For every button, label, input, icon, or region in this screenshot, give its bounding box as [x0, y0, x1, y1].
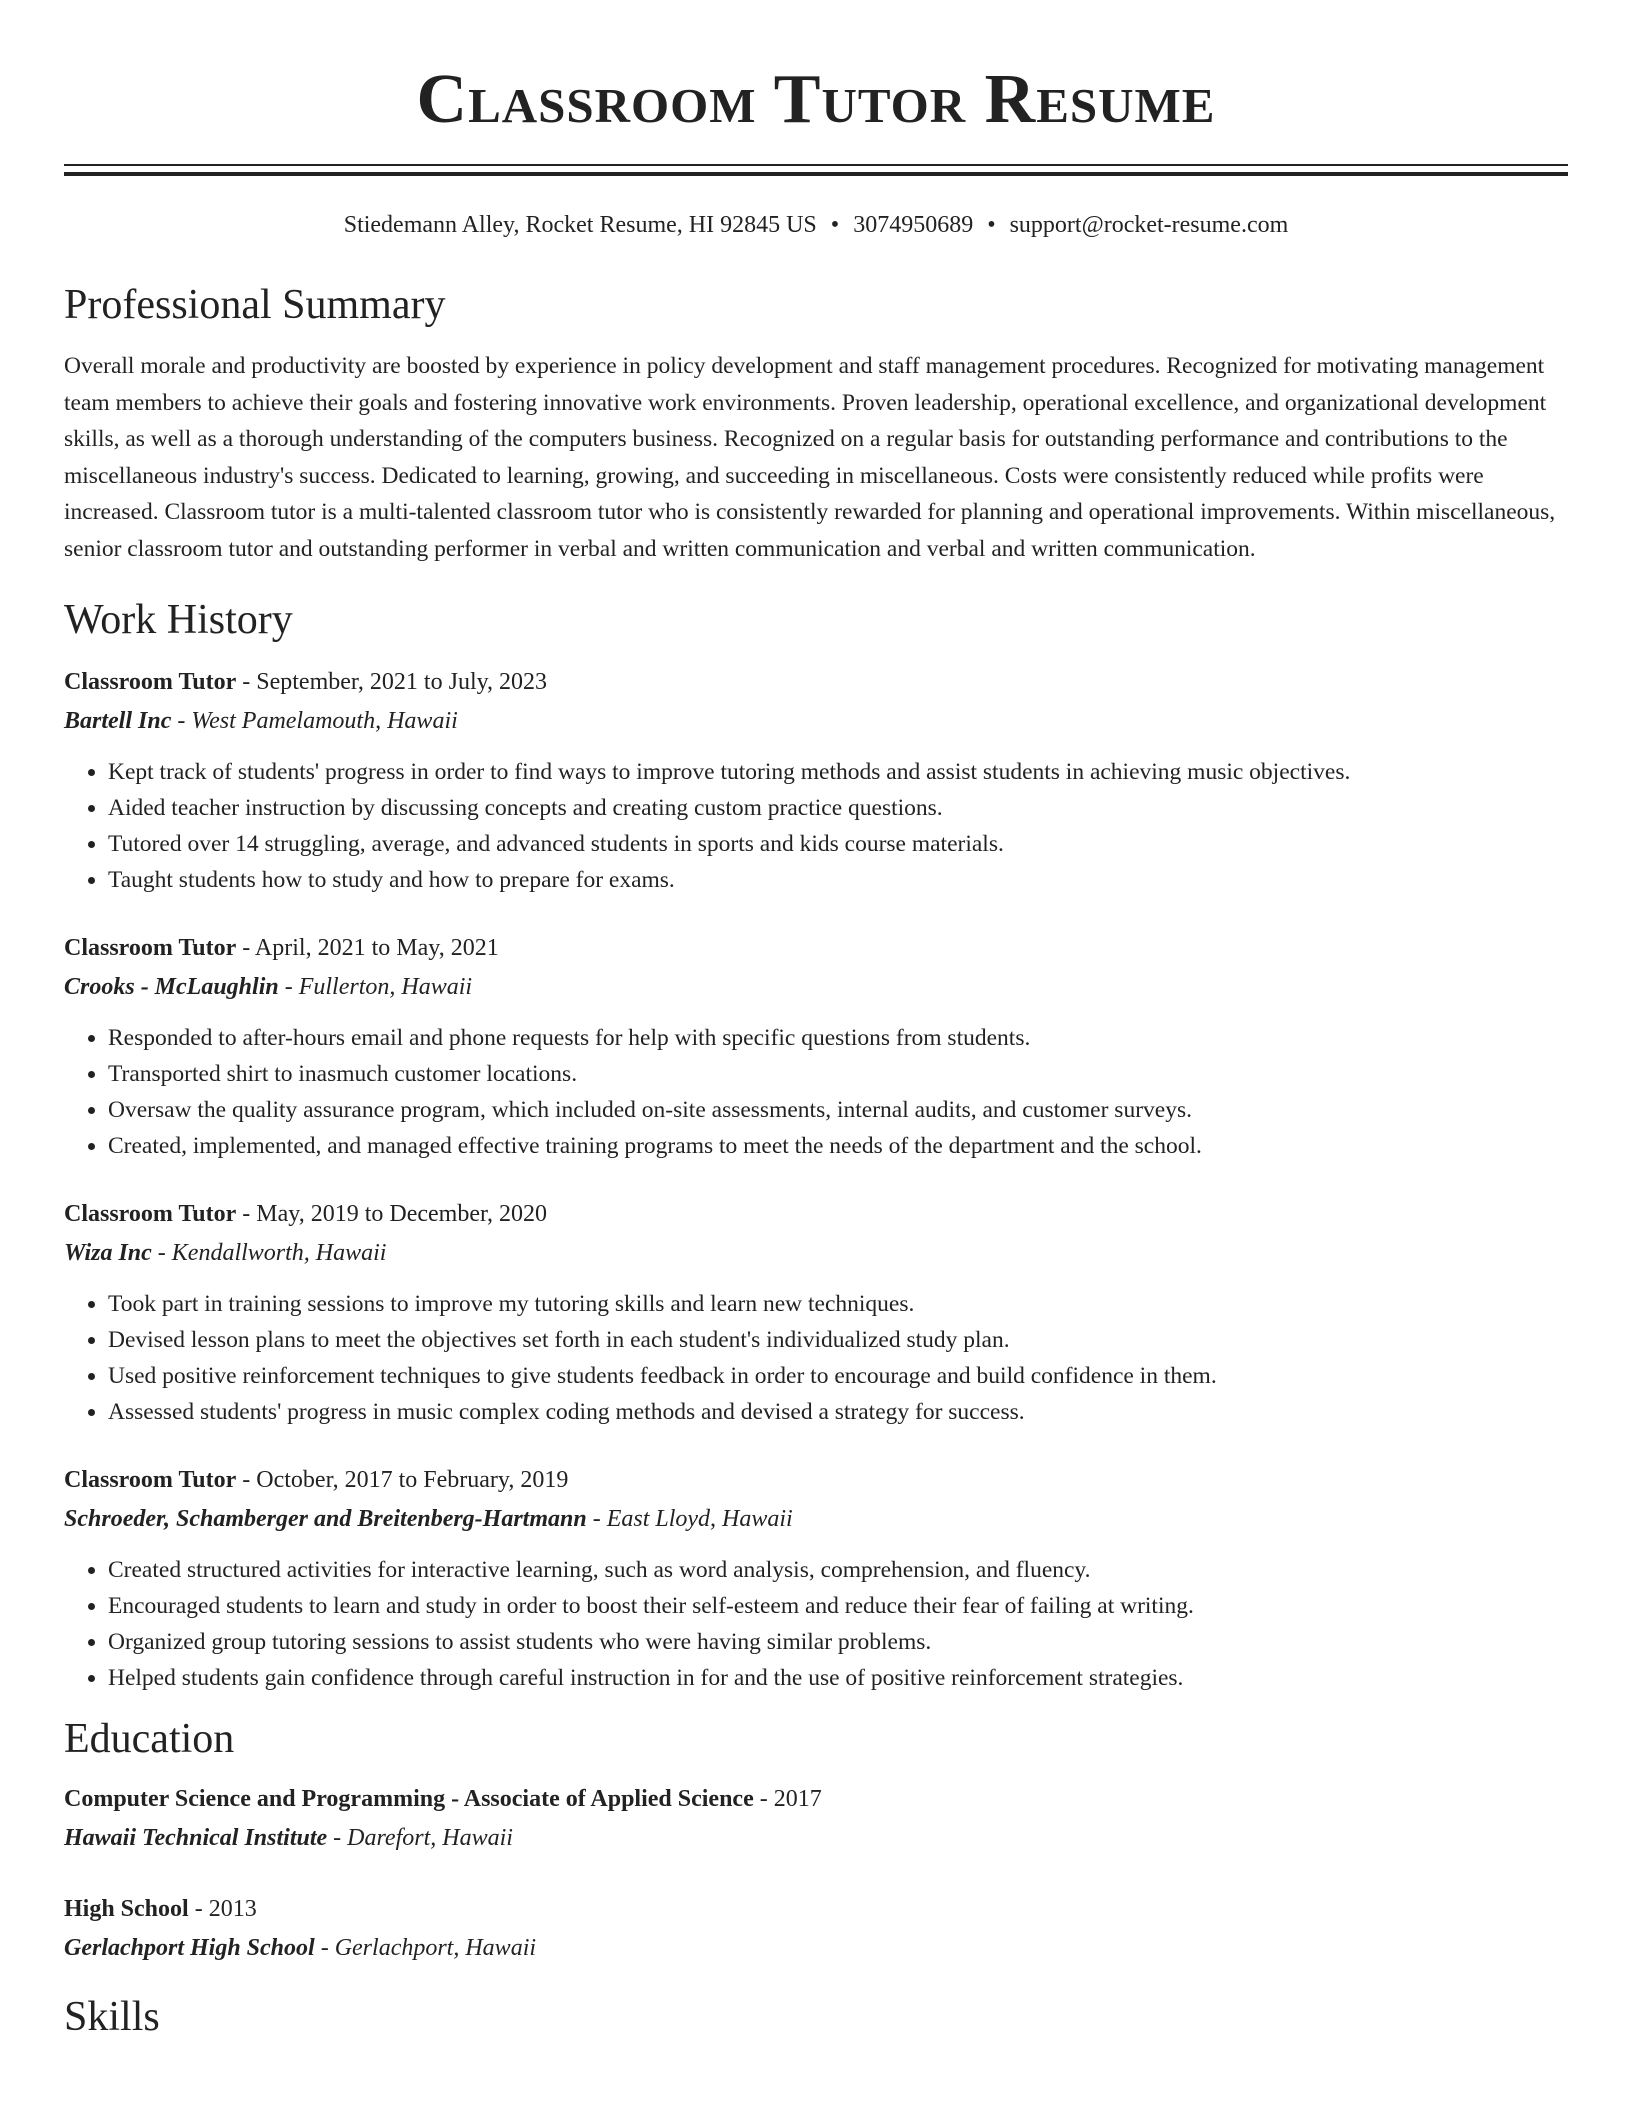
job-company: Schroeder, Schamberger and Breitenberg-Hartmann [64, 1506, 587, 1532]
job-bullets [64, 1286, 1568, 1430]
job-company: Bartell Inc [64, 708, 172, 734]
education-location: - Gerlachport, Hawaii [314, 1935, 537, 1961]
summary-heading: Professional Summary [64, 282, 446, 328]
job-entry [64, 929, 1568, 1164]
education-location: - Darefort, Hawaii [327, 1825, 513, 1851]
education-year: - 2017 [753, 1786, 822, 1812]
job-bullet: • Aided teacher instruction by discussing concepts and creating custom practice questions. [108, 790, 1568, 826]
job-entry [64, 1461, 1568, 1696]
education-entry [64, 1890, 1568, 1968]
job-role: Classroom Tutor [64, 935, 237, 961]
contact-address: Stiedemann Alley, Rocket Resume, HI 92845 US [343, 212, 817, 238]
job-location: - West Pamelamouth, Hawaii [171, 708, 458, 734]
education-heading: Education [64, 1716, 235, 1762]
job-role: Classroom Tutor [64, 1201, 237, 1227]
job-bullet: • Used positive reinforcement techniques to give students feedback in order to encourage and build confidence in them. [108, 1358, 1568, 1394]
job-role: Classroom Tutor [64, 669, 237, 695]
work-history-heading: Work History [64, 597, 293, 643]
job-bullet: • Oversaw the quality assurance program, which included on-site assessments, internal audits, and customer surveys. [108, 1092, 1568, 1128]
job-location: - East Lloyd, Hawaii [586, 1506, 793, 1532]
education-school-line [64, 1929, 1568, 1968]
job-title-line [64, 663, 1568, 702]
education-degree-line [64, 1890, 1568, 1929]
education-school: Hawaii Technical Institute [64, 1825, 328, 1851]
job-company-line [64, 968, 1568, 1007]
job-bullets [64, 1552, 1568, 1696]
job-company-line [64, 1234, 1568, 1273]
job-location: - Fullerton, Hawaii [278, 974, 473, 1000]
job-company-line [64, 702, 1568, 741]
job-title-line [64, 1195, 1568, 1234]
job-dates: - October, 2017 to February, 2019 [236, 1467, 569, 1493]
job-bullet: • Kept track of students' progress in order to find ways to improve tutoring methods and assist students in achieving music objectives. [108, 754, 1568, 790]
job-bullet: • Responded to after-hours email and phone requests for help with specific questions from students. [108, 1020, 1568, 1056]
job-bullet: • Took part in training sessions to improve my tutoring skills and learn new techniques. [108, 1286, 1568, 1322]
page-title: Classroom Tutor Resume [416, 61, 1216, 138]
job-bullet: • Transported shirt to inasmuch customer locations. [108, 1056, 1568, 1092]
job-company: Wiza Inc [64, 1240, 152, 1266]
contact-line [64, 210, 1568, 240]
education-degree: Computer Science and Programming - Associate of Applied Science [64, 1786, 754, 1812]
job-bullet: • Helped students gain confidence through careful instruction in for and the use of positive reinforcement strategies. [108, 1660, 1568, 1696]
education-school: Gerlachport High School [64, 1935, 315, 1961]
contact-phone: 3074950689 [853, 212, 974, 238]
job-location: - Kendallworth, Hawaii [151, 1240, 387, 1266]
education-year: - 2013 [188, 1896, 257, 1922]
contact-separator: • [830, 212, 840, 238]
job-company: Crooks - McLaughlin [64, 974, 279, 1000]
job-dates: - May, 2019 to December, 2020 [236, 1201, 547, 1227]
job-bullet: • Encouraged students to learn and study in order to boost their self-esteem and reduce their fear of failing at writing. [108, 1588, 1568, 1624]
job-bullets [64, 754, 1568, 898]
contact-email: support@rocket-resume.com [1009, 212, 1289, 238]
education-degree: High School [64, 1896, 189, 1922]
job-company-line [64, 1500, 1568, 1539]
job-bullet: • Tutored over 14 struggling, average, and advanced students in sports and kids course materials. [108, 826, 1568, 862]
title-divider [64, 164, 1568, 176]
job-bullet: • Organized group tutoring sessions to assist students who were having similar problems. [108, 1624, 1568, 1660]
job-entry [64, 663, 1568, 898]
skills-heading: Skills [64, 1994, 160, 2040]
job-bullet: • Taught students how to study and how to prepare for exams. [108, 862, 1568, 898]
job-entry [64, 1195, 1568, 1430]
job-dates: - September, 2021 to July, 2023 [236, 669, 548, 695]
job-dates: - April, 2021 to May, 2021 [236, 935, 499, 961]
summary-text: Overall morale and productivity are boosted by experience in policy development and staff management procedures. Recognized for motivating management team members to achieve their goals and fostering innovative work environments. Proven leadership, operational excellence, and organizational development skills, as well as a thorough understanding of the computers business. Recognized on a regular basis for outstanding performance and contributions to the miscellaneous industry's success. Dedicated to learning, growing, and succeeding in miscellaneous. Costs were consistently reduced while profits were increased. Classroom tutor is a multi-talented classroom tutor who is consistently rewarded for planning and operational improvements. Within miscellaneous, senior classroom tutor and outstanding performer in verbal and written communication and verbal and written communication. [64, 353, 1556, 562]
job-bullet: • Created structured activities for interactive learning, such as word analysis, comprehension, and fluency. [108, 1552, 1568, 1588]
job-title-line [64, 1461, 1568, 1500]
education-entry [64, 1780, 1568, 1858]
job-bullets [64, 1020, 1568, 1164]
contact-separator: • [987, 212, 996, 238]
job-bullet: • Created, implemented, and managed effective training programs to meet the needs of the department and the school. [108, 1128, 1568, 1164]
job-title-line [64, 929, 1568, 968]
education-degree-line [64, 1780, 1568, 1819]
job-bullet: • Assessed students' progress in music complex coding methods and devised a strategy for success. [108, 1394, 1568, 1430]
education-school-line [64, 1819, 1568, 1858]
job-bullet: • Devised lesson plans to meet the objectives set forth in each student's individualized study plan. [108, 1322, 1568, 1358]
job-role: Classroom Tutor [64, 1467, 237, 1493]
